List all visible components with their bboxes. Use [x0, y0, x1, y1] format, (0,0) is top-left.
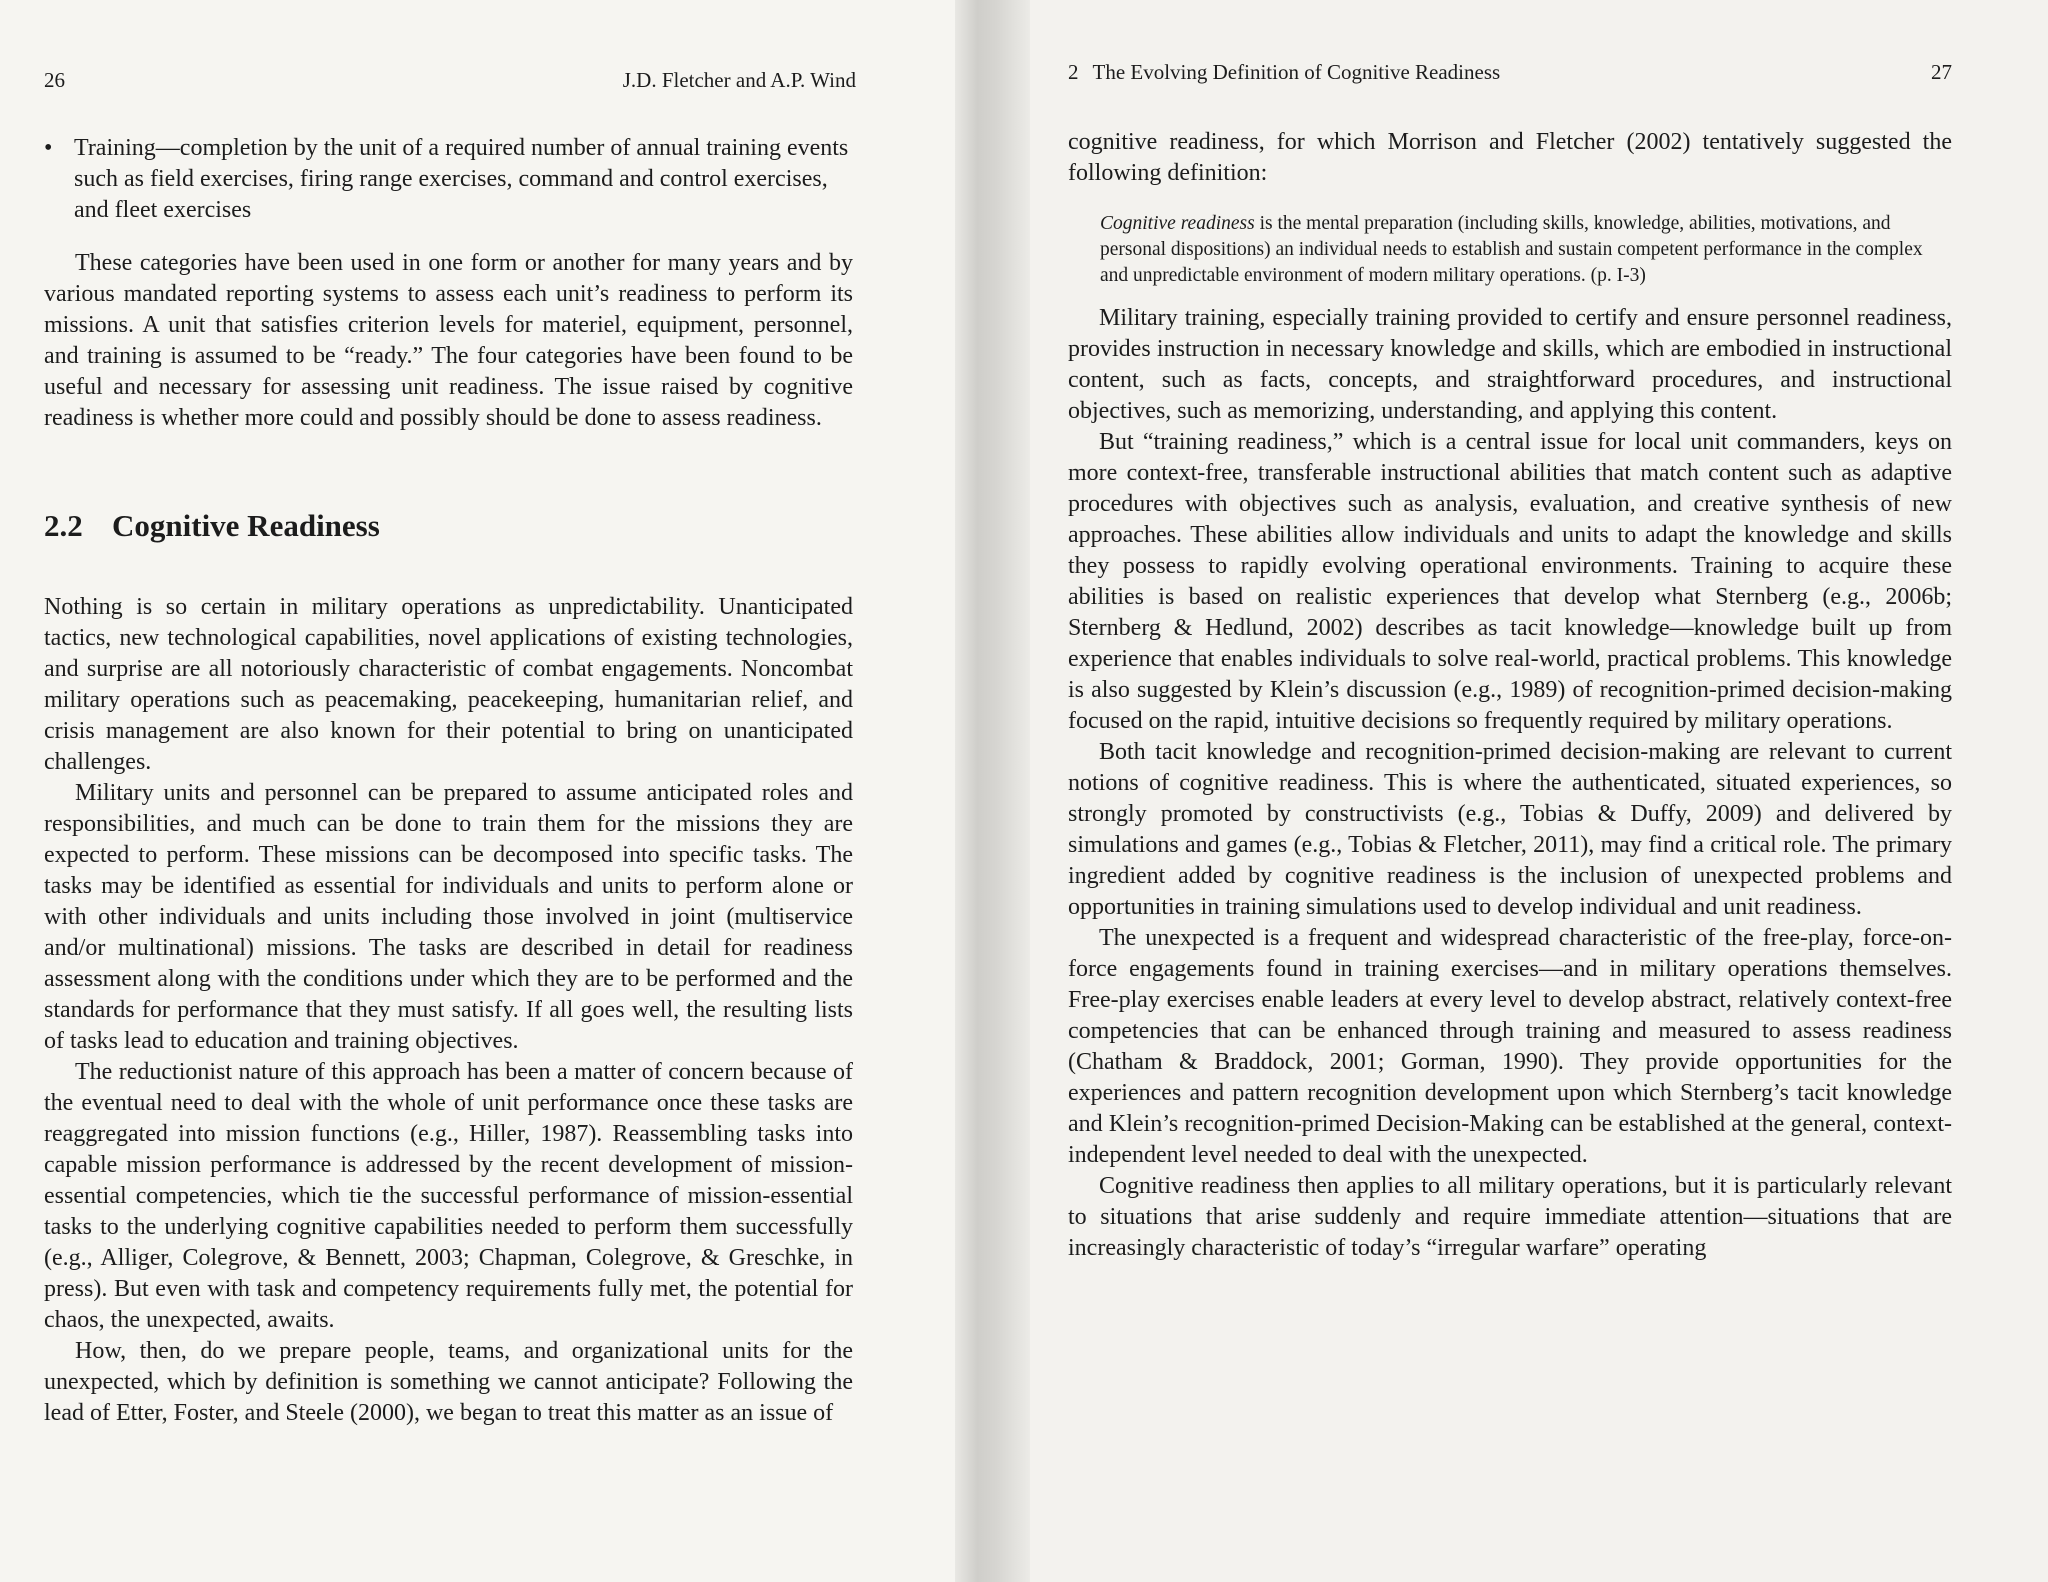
running-head-authors: J.D. Fletcher and A.P. Wind	[622, 68, 856, 92]
page-number: 27	[1931, 60, 1952, 84]
paragraph: The reductionist nature of this approach has been a matter of concern because of the eventual need to deal with the whole of unit performance once these tasks are reaggregated into mission functions (e.g., Hiller, 1987). Reassembling tasks into capable mission performance is addressed by the recent development of mission-essential competencies, which tie the successful performance of mission-essential tasks to the underlying cognitive capabilities needed to perform them successfully (e.g., Alliger, Colegrove, & Bennett, 2003; Chapman, Colegrove, & Greschke, in press). But even with task and competency requirements fully met, the potential for chaos, the unexpected, awaits.	[44, 1059, 853, 1333]
paragraph: Both tacit knowledge and recognition-primed decision-making are relevant to current notions of cognitive readiness. This is where the authenticated, situated experiences, so strongly promoted by constructivists (e.g., Tobias & Duffy, 2009) and delivered by simulations and games (e.g., Tobias & Fletcher, 2011), may find a critical role. The primary ingredient added by cognitive readiness is the inclusion of unexpected problems and opportunities in training simulations used to develop individual and unit readiness.	[1068, 739, 1952, 920]
paragraph: cognitive readiness, for which Morrison and Fletcher (2002) tentatively suggested the following definition:	[1068, 129, 1952, 186]
quote-text: is the mental preparation (including skills, knowledge, abilities, motivations, and personal dispositions) an individual needs to establish and sustain competent performance in the complex and unpredictable environment of modern military operations. (p. I-3)	[1100, 213, 1923, 286]
bullet-icon: •	[44, 135, 53, 161]
paragraph: The unexpected is a frequent and widespread characteristic of the free-play, force-on-force engagements found in training exercises—and in military operations themselves. Free-play exercises enable leaders at every level to develop abstract, relatively context-free competencies that can be enhanced through training and measured to assess readiness (Chatham & Braddock, 2001; Gorman, 1990). They provide opportunities for the experiences and pattern recognition development upon which Sternberg’s tacit knowledge and Klein’s recognition-primed Decision-Making can be established at the general, context-independent level needed to deal with the unexpected.	[1068, 925, 1952, 1168]
right-running-head	[1068, 60, 1952, 85]
left-running-head	[44, 68, 911, 93]
paragraph: How, then, do we prepare people, teams, and organizational units for the unexpected, which by definition is something we cannot anticipate? Following the lead of Etter, Foster, and Steele (2000), we began to treat this matter as an issue of	[44, 1338, 853, 1426]
bullet-item-training	[44, 133, 911, 226]
definition-quote	[1100, 211, 1952, 289]
section-number: 2.2	[44, 508, 83, 543]
chapter-title	[1068, 60, 1500, 85]
left-page	[0, 0, 955, 1582]
paragraph: But “training readiness,” which is a central issue for local unit commanders, keys on more context-free, transferable instructional abilities that match content such as adaptive procedures with objectives such as analysis, evaluation, and creative synthesis of new approaches. These abilities allow individuals and units to adapt the knowledge and skills they possess to rapidly evolving operational environments. Training to acquire these abilities is based on realistic experiences that develop what Sternberg (e.g., 2006b; Sternberg & Hedlund, 2002) describes as tacit knowledge—knowledge built up from experience that enables individuals to solve real-world, practical problems. This knowledge is also suggested by Klein’s discussion (e.g., 1989) of recognition-primed decision-making focused on the rapid, intuitive decisions so frequently required by military operations.	[1068, 429, 1952, 734]
quote-term: Cognitive readiness	[1100, 213, 1255, 234]
paragraph: These categories have been used in one form or another for many years and by various mandated reporting systems to assess each unit’s readiness to perform its missions. A unit that satisfies criterion levels for materiel, equipment, personnel, and training is assumed to be “ready.” The four categories have been found to be useful and necessary for assessing unit readiness. The issue raised by cognitive readiness is whether more could and possibly should be done to assess readiness.	[44, 250, 853, 431]
section-heading	[44, 508, 911, 544]
chapter-number: 2	[1068, 60, 1079, 84]
right-page	[1030, 0, 2048, 1582]
section-title: Cognitive Readiness	[112, 508, 380, 543]
paragraph: Cognitive readiness then applies to all military operations, but it is particularly relevant to situations that arise suddenly and require immediate attention—situations that are increasingly characteristic of today’s “irregular warfare” operating	[1068, 1173, 1952, 1261]
paragraph: Nothing is so certain in military operations as unpredictability. Unanticipated tactics, new technological capabilities, novel applications of existing technologies, and surprise are all notoriously characteristic of combat engagements. Noncombat military operations such as peacemaking, peacekeeping, humanitarian relief, and crisis management are also known for their potential to bring on unanticipated challenges.	[44, 594, 853, 775]
paragraph: Military units and personnel can be prepared to assume anticipated roles and responsibilities, and much can be done to train them for the missions they are expected to perform. These missions can be decomposed into specific tasks. The tasks may be identified as essential for individuals and units to perform alone or with other individuals and units including those involved in joint (multiservice and/or multinational) missions. The tasks are described in detail for readiness assessment along with the conditions under which they are to be performed and the standards for performance that they must satisfy. If all goes well, the resulting lists of tasks lead to education and training objectives.	[44, 780, 853, 1054]
bullet-text: Training—completion by the unit of a required number of annual training events such as field exercises, firing range exercises, command and control exercises, and fleet exercises	[74, 135, 849, 223]
book-gutter-shadow	[955, 0, 1030, 1582]
chapter-title-text: The Evolving Definition of Cognitive Readiness	[1092, 60, 1501, 84]
page-number: 26	[44, 68, 65, 92]
paragraph: Military training, especially training provided to certify and ensure personnel readiness, provides instruction in necessary knowledge and skills, which are embodied in instructional content, such as facts, concepts, and straightforward procedures, and instructional objectives, such as memorizing, understanding, and applying this content.	[1068, 305, 1952, 424]
